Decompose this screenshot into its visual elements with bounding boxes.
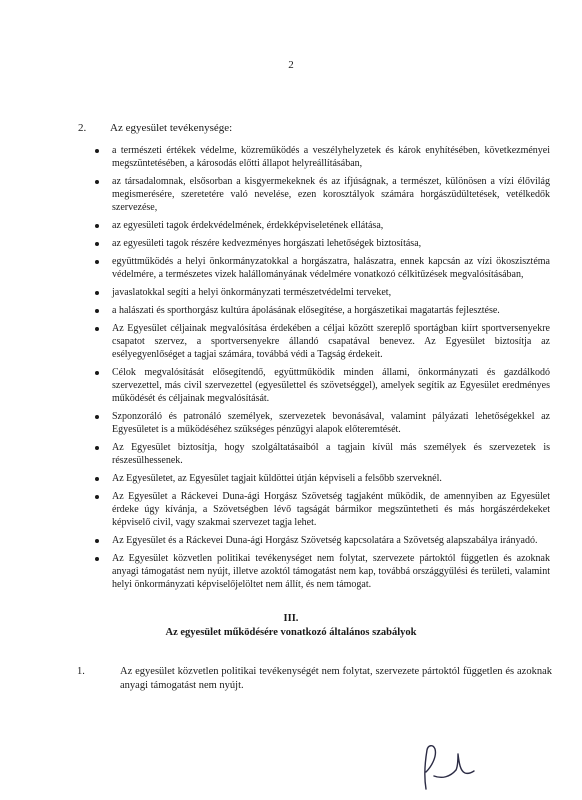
- list-item-text: Az Egyesület és a Ráckevei Duna-ági Horgász Szövetség kapcsolatára a Szövetség alapszabálya irányadó.: [112, 535, 538, 546]
- list-item: [95, 366, 550, 405]
- list-item: [95, 534, 550, 547]
- list-item-text: az egyesületi tagok részére kedvezményes horgászati lehetőségek biztosítása,: [112, 238, 422, 249]
- bullet-icon: [95, 149, 99, 153]
- list-item-text: Célok megvalósítását elősegítendő, együttműködik minden állami, önkormányzati és gazdálkodó szervezettel, más civil szervezettel (egyesülettel és szövetséggel), amelyek segítik az Egyesület eredményes működését és céljainak megvalósítását.: [112, 367, 550, 404]
- list-item: [95, 441, 550, 467]
- bullet-icon: [95, 371, 99, 375]
- list-item: [95, 219, 550, 232]
- list-item: [95, 472, 550, 485]
- list-item-text: Az Egyesület a Ráckevei Duna-ági Horgász Szövetség tagjaként működik, de amennyiben az Egyesület érdeke úgy kívánja, a Szövetségben lévő tagságát bármikor megszüntetheti és más horgászérdekeket képviselő civil, vagy szakmai szervezet tagja lehet.: [112, 491, 550, 528]
- bullet-icon: [95, 291, 99, 295]
- section-title: Az egyesület tevékenysége:: [110, 122, 233, 134]
- list-item: [95, 237, 550, 250]
- rule-text: Az egyesület közvetlen politikai tevékenységét nem folytat, szervezete pártoktól független és azoknak anyagi támogatást nem nyújt.: [120, 666, 552, 691]
- list-item-text: az egyesületi tagok érdekvédelmének, érdekképviseletének ellátása,: [112, 220, 384, 231]
- list-item: [95, 304, 550, 317]
- chapter-title: Az egyesület működésére vonatkozó általános szabályok: [165, 627, 417, 638]
- list-item-text: Az Egyesületet, az Egyesület tagjait küldöttei útján képviseli a felsőbb szerveknél.: [112, 473, 442, 484]
- list-item-text: az társadalomnak, elsősorban a kisgyermekeknek és az ifjúságnak, a természet, különösen a vízi élővilág megismerésére, szeretetére való nevelése, ezen korosztályok számára horgászüdültetések, vetélkedők szervezése,: [112, 176, 550, 213]
- rule-paragraph: [77, 665, 552, 693]
- list-item: [95, 490, 550, 529]
- bullet-icon: [95, 477, 99, 481]
- bullet-icon: [95, 260, 99, 264]
- bullet-icon: [95, 224, 99, 228]
- list-item: [95, 322, 550, 361]
- signature-icon: [418, 742, 476, 792]
- list-item-text: a halászati és sporthorgász kultúra ápolásának elősegítése, a horgászetikai magatartás fejlesztése.: [112, 305, 500, 316]
- chapter-numeral: III.: [283, 613, 299, 624]
- list-item-text: javaslatokkal segíti a helyi önkormányzati természetvédelmi terveket,: [112, 287, 392, 298]
- list-item-text: Szponzoráló és patronáló személyek, szervezetek bevonásával, valamint pályázati lehetőségekkel az Egyesületet is a működéséhez szükséges pénzügyi alapok előteremtését.: [112, 411, 550, 435]
- list-item: [95, 410, 550, 436]
- list-item-text: a természeti értékek védelme, közreműködés a veszélyhelyzetek és károk enyhítésében, következményei megszüntetésében, a károsodás előtti állapot helyreállításában,: [112, 145, 550, 169]
- section-number: 2.: [78, 122, 87, 134]
- bullet-icon: [95, 180, 99, 184]
- bullet-icon: [95, 242, 99, 246]
- bullet-icon: [95, 557, 99, 561]
- chapter-heading: [0, 612, 582, 640]
- list-item-text: Az Egyesület biztosítja, hogy szolgáltatásaiból a tagjain kívül más személyek és szervezetek is részesülhessenek.: [112, 442, 550, 466]
- bullet-icon: [95, 309, 99, 313]
- list-item: [95, 144, 550, 170]
- bullet-icon: [95, 539, 99, 543]
- list-item: [95, 175, 550, 214]
- bullet-icon: [95, 446, 99, 450]
- activity-list: [95, 144, 550, 596]
- bullet-icon: [95, 327, 99, 331]
- list-item-text: Az Egyesület közvetlen politikai tevékenységet nem folytat, szervezete pártoktól független és azoknak anyagi támogatást nem nyújt, illetve azoktól támogatást nem kap, továbbá országgyűlési és területi, valamint helyi önkormányzati képviselőjelöltet nem állít, és nem támogat.: [112, 553, 550, 590]
- list-item-text: Az Egyesület céljainak megvalósítása érdekében a céljai között szereplő sportágban kiírt sportversenyekre csapatot szervez, a sportversenyekre állandó csapatával benevez. Az Egyesület biztosítja az esélyegyenlőséget a tagjai számára, továbbá védi a Tagság érdekeit.: [112, 323, 550, 360]
- page-number: 2: [288, 59, 294, 71]
- list-item-text: együttműködés a helyi önkormányzatokkal a horgászatra, halászatra, ennek kapcsán az vízi ökoszisztéma védelmére, a természetes vizek halállományának védelmére vonatkozó célkitűzések megvalósításában,: [112, 256, 550, 280]
- rule-number: 1.: [77, 666, 85, 677]
- list-item: [95, 255, 550, 281]
- list-item: [95, 552, 550, 591]
- list-item: [95, 286, 550, 299]
- bullet-icon: [95, 415, 99, 419]
- section-heading: [78, 122, 232, 134]
- bullet-icon: [95, 495, 99, 499]
